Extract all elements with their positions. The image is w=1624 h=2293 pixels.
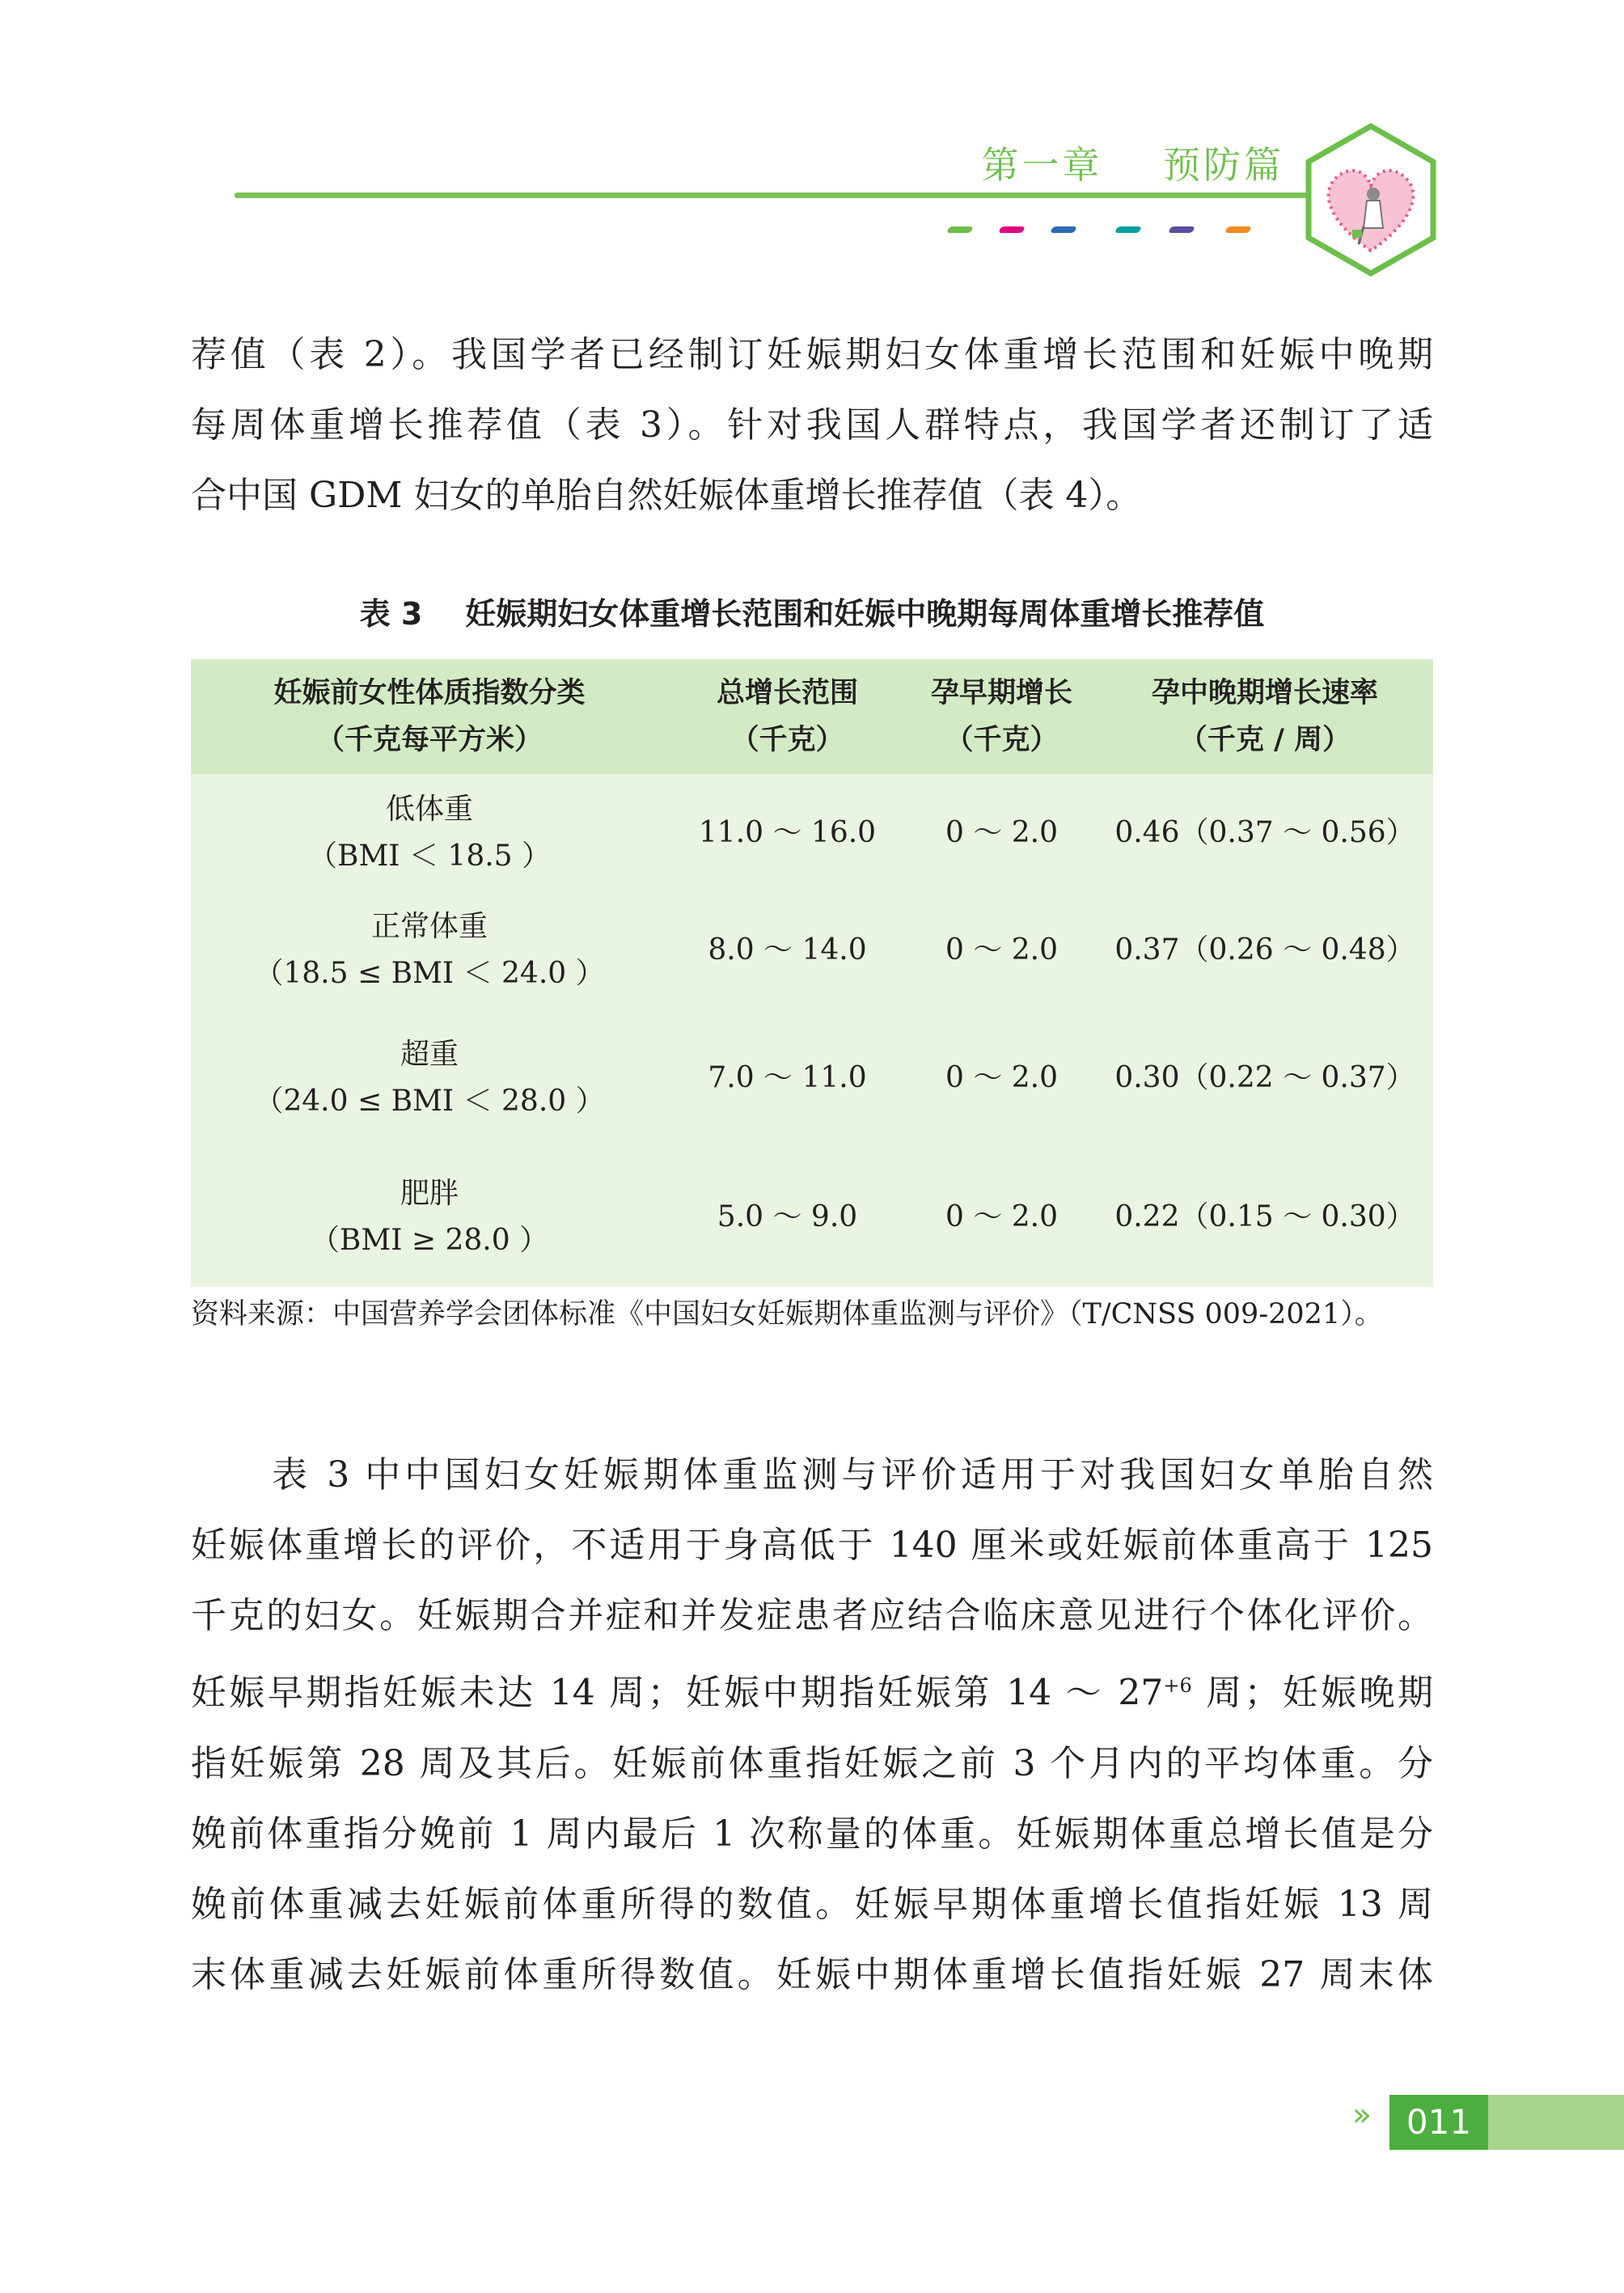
body-line: 表 3 中中国妇女妊娠期体重监测与评价适用于对我国妇女单胎自然: [272, 1454, 1433, 1496]
cell-rate: 0.30（0.22 ～ 0.37）: [1097, 1009, 1433, 1148]
cell-early: 0 ～ 2.0: [907, 891, 1097, 1009]
intro-paragraph: [191, 319, 1433, 531]
cell-category: 超重 （24.0 ≤ BMI ＜ 28.0 ）: [191, 1009, 668, 1148]
header-dash: [1114, 226, 1142, 233]
table-row: [191, 1148, 1433, 1287]
header-dash: [1224, 226, 1252, 233]
cell-early: 0 ～ 2.0: [907, 1148, 1097, 1287]
table-source-note: 资料来源：中国营养学会团体标准《中国妇女妊娠期体重监测与评价》（T/CNSS 009-2021）。: [191, 1298, 1383, 1331]
body-line: 末体重减去妊娠前体重所得数值。妊娠中期体重增长值指妊娠 27 周末体: [191, 1953, 1433, 1995]
intro-line: 荐值（表 2）。我国学者已经制订妊娠期妇女体重增长范围和妊娠中晚期: [191, 334, 1433, 375]
table-row: [191, 1009, 1433, 1148]
cell-category: 低体重 （BMI ＜ 18.5 ）: [191, 774, 668, 891]
table-row: [191, 774, 1433, 891]
cell-category: 正常体重 （18.5 ≤ BMI ＜ 24.0 ）: [191, 891, 668, 1009]
table-row: [191, 891, 1433, 1009]
cell-total: 5.0 ～ 9.0: [668, 1148, 907, 1287]
header-total-gain: 总增长范围 （千克）: [668, 659, 907, 774]
header-rate: 孕中晚期增长速率 （千克 / 周）: [1097, 659, 1433, 774]
cell-early: 0 ～ 2.0: [907, 774, 1097, 891]
header-dash: [1050, 226, 1077, 233]
header-dash: [946, 226, 974, 233]
header-dash: [998, 226, 1026, 233]
body-line: 娩前体重减去妊娠前体重所得的数值。妊娠早期体重增长值指妊娠 13 周: [191, 1883, 1433, 1925]
cell-category: 肥胖 （BMI ≥ 28.0 ）: [191, 1148, 668, 1287]
header-bmi-category: 妊娠前女性体质指数分类 （千克每平方米）: [191, 659, 668, 774]
cell-rate: 0.22（0.15 ～ 0.30）: [1097, 1148, 1433, 1287]
footer-band: [1488, 2095, 1624, 2150]
cell-total: 7.0 ～ 11.0: [668, 1009, 907, 1148]
header-dash: [1168, 226, 1195, 233]
header-rule: [235, 192, 1326, 198]
body-line: 娩前体重指分娩前 1 周内最后 1 次称量的体重。妊娠期体重总增长值是分: [191, 1813, 1433, 1855]
intro-line: 合中国 GDM 妇女的单胎自然妊娠体重增长推荐值（表 4）。: [191, 475, 1142, 516]
cell-total: 8.0 ～ 14.0: [668, 891, 907, 1009]
weight-gain-table: [191, 659, 1433, 1287]
header-early-gain: 孕早期增长 （千克）: [907, 659, 1097, 774]
body-paragraph: [191, 1440, 1433, 2010]
chapter-title: [982, 136, 1285, 189]
footer-arrow-icon: ››: [1352, 2096, 1365, 2134]
chapter-label: 第一章: [981, 143, 1103, 187]
body-line: 妊娠体重增长的评价，不适用于身高低于 140 厘米或妊娠前体重高于 125: [191, 1525, 1433, 1566]
section-label: 预防篇: [1163, 143, 1284, 187]
body-line: 千克的妇女。妊娠期合并症和并发症患者应结合临床意见进行个体化评价。: [191, 1595, 1433, 1636]
body-line: 指妊娠第 28 周及其后。妊娠前体重指妊娠之前 3 个月内的平均体重。分: [191, 1742, 1433, 1784]
body-line: 妊娠早期指妊娠未达 14 周；妊娠中期指妊娠第 14 ～ $27^{+6}$ 周；妊娠晚期: [191, 1672, 1433, 1714]
table-caption: 表 3 妊娠期妇女体重增长范围和妊娠中晚期每周体重增长推荐值: [359, 596, 1265, 632]
intro-line: 每周体重增长推荐值（表 3）。针对我国人群特点，我国学者还制订了适: [191, 404, 1433, 446]
cell-rate: 0.46（0.37 ～ 0.56）: [1097, 774, 1433, 891]
page-number: 011: [1389, 2095, 1488, 2150]
cell-total: 11.0 ～ 16.0: [668, 774, 907, 891]
heart-emblem-icon: [1302, 123, 1440, 277]
table-header-row: [191, 659, 1433, 774]
cell-rate: 0.37（0.26 ～ 0.48）: [1097, 891, 1433, 1009]
cell-early: 0 ～ 2.0: [907, 1009, 1097, 1148]
